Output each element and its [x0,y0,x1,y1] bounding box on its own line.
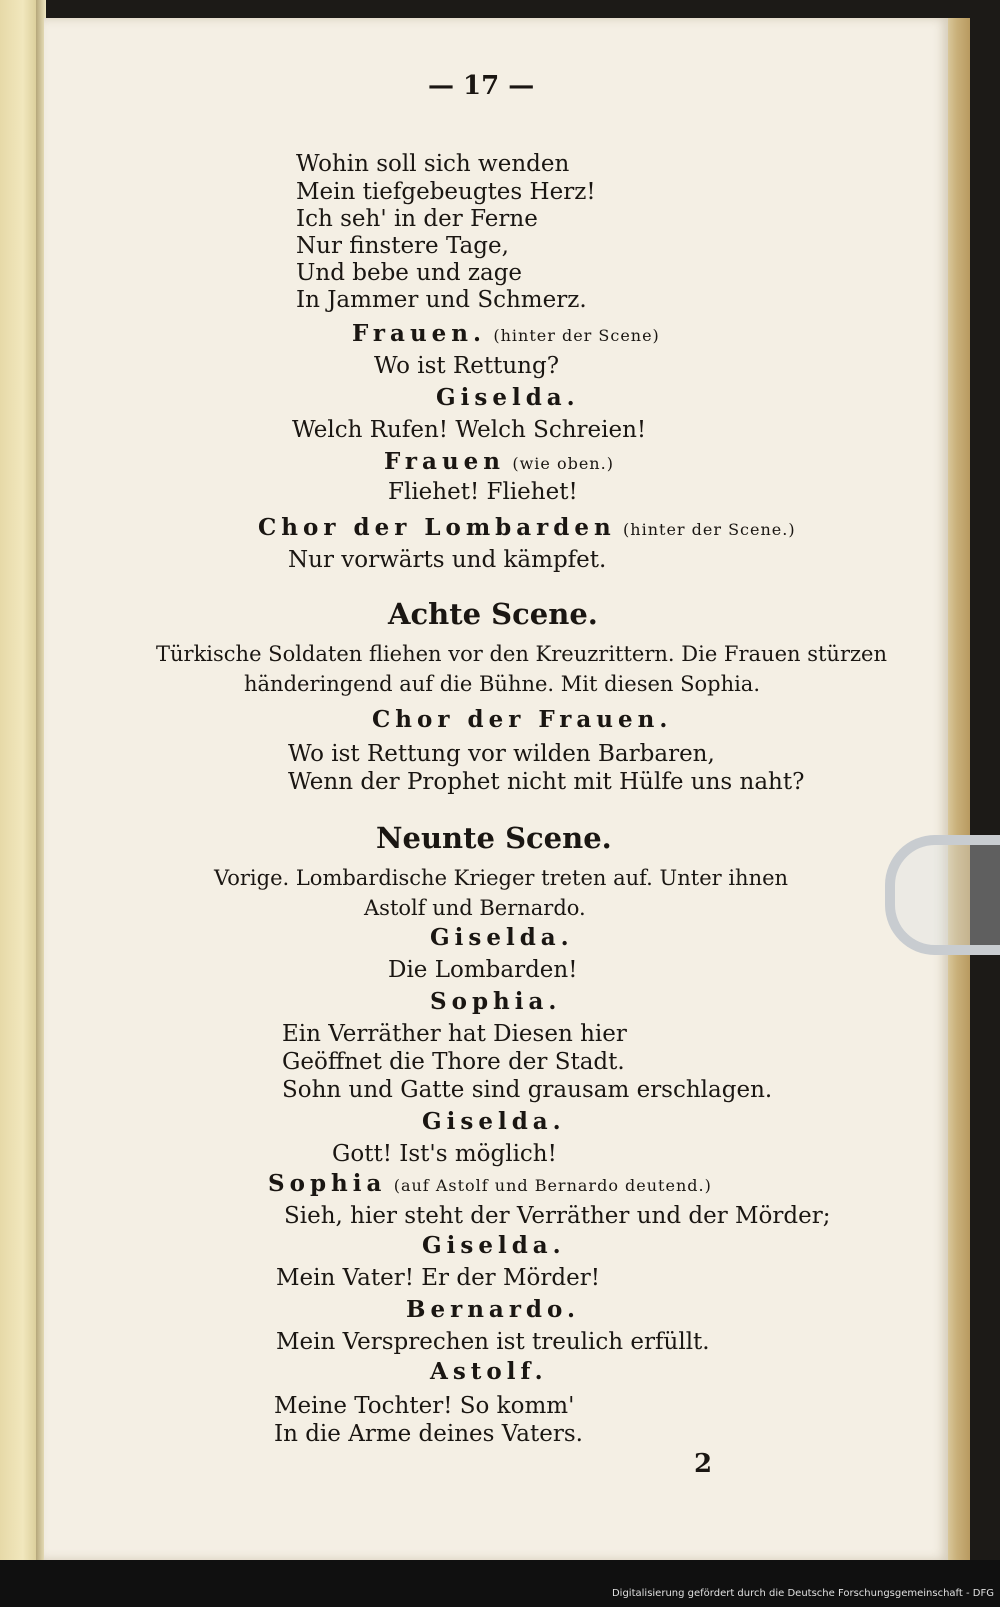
stage-note: (hinter der Scene.) [623,520,796,539]
stage-direction: Astolf und Bernardo. [364,896,586,920]
verse-line: Sohn und Gatte sind grausam erschlagen. [282,1077,773,1103]
speaker-name: Sophia. [430,988,562,1015]
verse-line: In Jammer und Schmerz. [296,287,587,313]
scene-title: Achte Scene. [388,597,598,631]
speaker-name: Sophia [268,1170,387,1197]
verse-line: Wo ist Rettung vor wilden Barbaren, [288,741,715,767]
verse-line: Und bebe und zage [296,260,523,286]
speaker-name: Astolf. [430,1358,548,1385]
speaker-name: Bernardo. [406,1296,580,1323]
speaker-heading [258,514,796,544]
verse-line: Ein Verräther hat Diesen hier [282,1021,627,1047]
verse-line: Mein tiefgebeugtes Herz! [296,179,596,205]
verse-line: Wo ist Rettung? [374,353,560,379]
speaker-name: Frauen [384,448,506,475]
verse-line: Meine Tochter! So komm' [274,1393,575,1419]
verse-line: Wenn der Prophet nicht mit Hülfe uns naht? [288,769,805,795]
speaker-name: Giselda. [436,384,580,411]
book-page [44,18,949,1560]
verse-line: Mein Vater! Er der Mörder! [276,1265,600,1291]
paper-clip [885,835,1000,955]
stage-note: (wie oben.) [512,454,614,473]
speaker-name: Giselda. [422,1232,566,1259]
left-page-edge [0,0,38,1560]
verse-line: Wohin soll sich wenden [296,151,570,177]
stage-note: (auf Astolf und Bernardo deutend.) [393,1176,712,1195]
signature-mark: 2 [694,1449,713,1479]
verse-line: Welch Rufen! Welch Schreien! [292,417,647,443]
verse-line: Gott! Ist's möglich! [332,1141,557,1167]
speaker-heading [384,448,614,478]
speaker-name: Chor der Lombarden [258,514,616,541]
verse-line: Fliehet! Fliehet! [388,479,578,505]
stage-direction: händeringend auf die Bühne. Mit diesen Sophia. [244,672,761,696]
verse-line: Ich seh' in der Ferne [296,206,538,232]
speaker-name: Giselda. [430,924,574,951]
stage-note: (hinter der Scene) [493,326,660,345]
speaker-heading [352,320,660,350]
verse-line: Nur finstere Tage, [296,233,509,259]
verse-line: Nur vorwärts und kämpfet. [288,547,607,573]
page-content [44,18,949,1560]
page-number: — 17 — [428,71,535,101]
bottom-strip [0,1560,1000,1607]
speaker-name: Frauen. [352,320,487,347]
stage-direction: Vorige. Lombardische Krieger treten auf. Unter ihnen [214,866,789,890]
verse-line: Die Lombarden! [388,957,578,983]
digitization-credit: Digitalisierung gefördert durch die Deutsche Forschungsgemeinschaft - DFG [611,1588,994,1599]
verse-line: Mein Versprechen ist treulich erfüllt. [276,1329,710,1355]
speaker-heading [268,1170,712,1200]
verse-line: Sieh, hier steht der Verräther und der Mörder; [284,1203,831,1229]
stage-direction: Türkische Soldaten fliehen vor den Kreuzrittern. Die Frauen stürzen [156,642,888,666]
verse-line: In die Arme deines Vaters. [274,1421,583,1447]
speaker-name: Chor der Frauen. [372,706,673,733]
scene-title: Neunte Scene. [376,821,612,855]
verse-line: Geöffnet die Thore der Stadt. [282,1049,625,1075]
speaker-name: Giselda. [422,1108,566,1135]
page-stack-edge [948,18,970,1560]
